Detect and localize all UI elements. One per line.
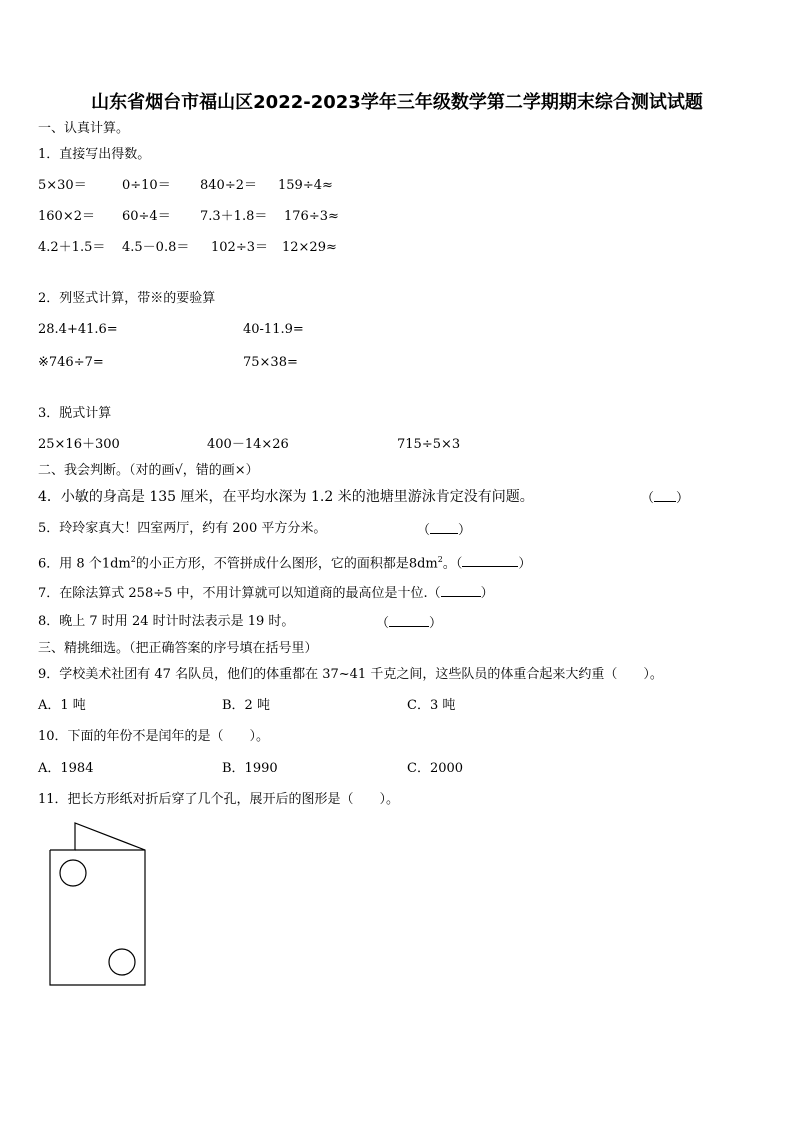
q1-item: 4.2＋1.5＝ [38,240,106,255]
section-2-heading: 二、我会判断。（对的画√，错的画×） [38,463,259,478]
q9-option-c[interactable]: C．3 吨 [407,698,456,713]
q11-text: 11．把长方形纸对折后穿了几个孔，展开后的图形是（ ）。 [38,792,400,807]
hole-top [60,860,86,886]
paper-outline [50,823,145,985]
q4-answer-blank[interactable] [641,489,689,507]
section-1-heading: 一、认真计算。 [38,121,130,136]
q2-item: ※746÷7= [38,355,104,370]
q3-heading: 3．脱式计算 [38,406,112,421]
q1-heading: 1．直接写出得数。 [38,147,151,162]
paren-left: （ [641,491,655,506]
q5-text: 5．玲玲家真大！四室两厅，约有 200 平方分米。 [38,521,327,536]
q1-item: 5×30＝ [38,178,87,193]
q1-item: 60÷4＝ [122,209,171,224]
q7-text: 7．在除法算式 258÷5 中，不用计算就可以知道商的最高位是十位.（ ） [38,586,494,601]
q1-item: 840÷2＝ [200,178,257,193]
q1-item: 159÷4≈ [278,178,333,193]
q10-option-c[interactable]: C．2000 [407,761,464,776]
q9-option-b[interactable]: B．2 吨 [222,698,270,713]
q1-item: 160×2＝ [38,209,95,224]
paren-left: （ [376,616,390,631]
q3-item: 25×16＋300 [38,437,120,452]
paren-left: （ [417,523,431,538]
paren-right: ） [458,523,472,538]
q9-text: 9．学校美术社团有 47 名队员，他们的体重都在 37~41 千克之间，这些队员的体重合起来大约重（ ）。 [38,667,663,682]
q1-item: 102÷3＝ [211,240,268,255]
unit-dm2: 8dm [408,556,438,572]
q10-option-a[interactable]: A．1984 [38,761,94,776]
blank-line [389,614,429,627]
paren-right: ） [429,616,443,631]
q1-item: 12×29≈ [282,240,337,255]
q2-item: 28.4+41.6= [38,322,118,337]
q3-item: 715÷5×3 [397,437,461,452]
folded-paper-figure [40,815,160,995]
q2-item: 40-11.9= [243,322,304,337]
paren-right: ） [676,491,690,506]
q2-item: 75×38= [243,355,298,370]
unit-dm2: 1dm [101,556,131,572]
q1-item: 7.3＋1.8＝ [200,209,268,224]
q1-item: 0÷10＝ [122,178,171,193]
section-3-heading: 三、精挑细选。（把正确答案的序号填在括号里） [38,641,318,656]
q4-text: 4．小敏的身高是 135 厘米，在平均水深为 1.2 米的池塘里游泳肯定没有问题。 [38,489,534,505]
blank-line [654,489,676,502]
blank-line [430,521,458,534]
q6-answer-blank[interactable] [462,554,518,567]
q7-answer-blank[interactable] [441,584,481,597]
q3-item: 400－14×26 [207,437,289,452]
q8-text: 8．晚上 7 时用 24 时计时法表示是 19 时。 [38,614,295,629]
q1-item: 176÷3≈ [284,209,339,224]
q6-text: 6．用 8 个$1dm^2$的小正方形，不管拼成什么图形，它的面积都是$8dm^2$。（ ） [38,555,532,572]
q9-option-a[interactable]: A．1 吨 [38,698,86,713]
q5-answer-blank[interactable] [417,521,471,539]
q2-heading: 2．列竖式计算，带※的要验算 [38,291,216,306]
page-title: 山东省烟台市福山区2022-2023学年三年级数学第二学期期末综合测试试题 [91,92,703,113]
q1-item: 4.5－0.8＝ [122,240,190,255]
q8-answer-blank[interactable] [376,614,442,632]
q10-text: 10．下面的年份不是闰年的是（ ）。 [38,729,270,744]
hole-bottom [109,949,135,975]
q10-option-b[interactable]: B．1990 [222,761,278,776]
